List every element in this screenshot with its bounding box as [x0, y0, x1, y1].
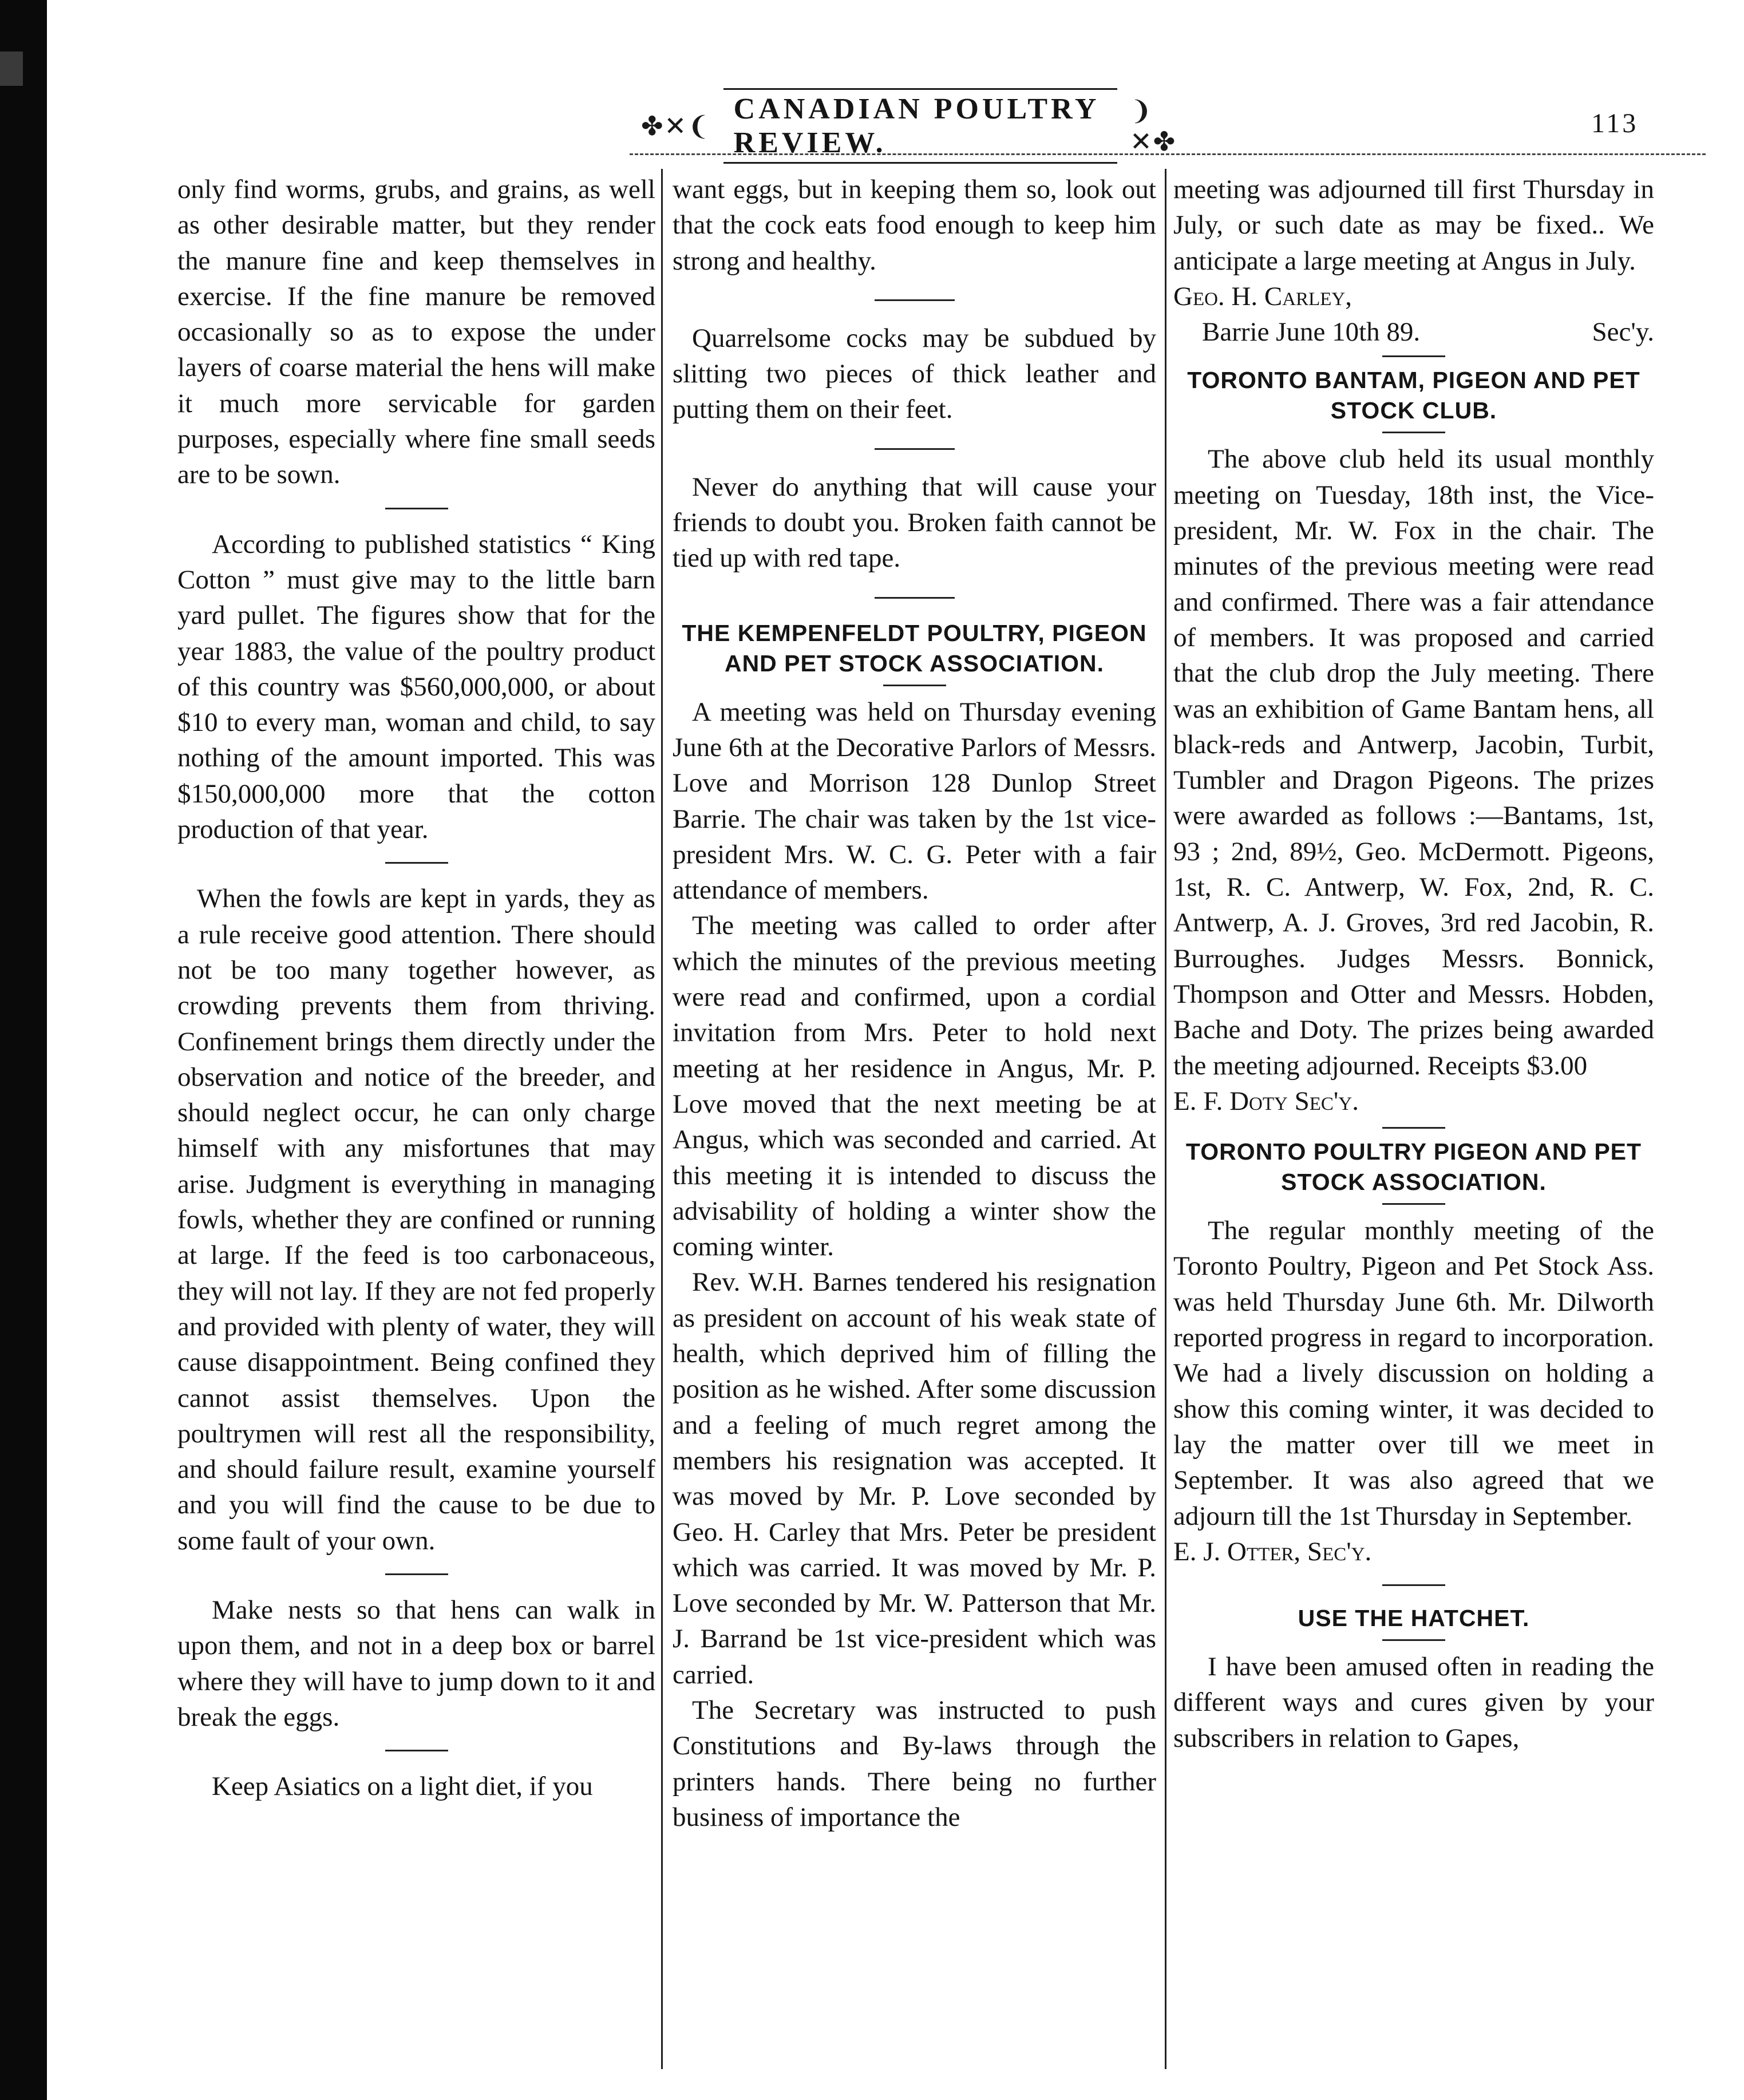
column-3 — [1173, 172, 1654, 2072]
separator-rule — [385, 1750, 448, 1751]
masthead — [641, 93, 1179, 159]
separator-rule — [385, 862, 448, 864]
column-2 — [673, 172, 1156, 2072]
paragraph: Make nests so that hens can walk in upon them, and not in a deep box or barrel where they will have to jump down to it and break the eggs. — [177, 1595, 655, 1732]
separator-rule — [1382, 432, 1445, 433]
section-heading: TORONTO BANTAM, PIGEON AND PET STOCK CLUB. — [1187, 367, 1640, 424]
separator-rule — [385, 508, 448, 509]
header-rule — [630, 153, 1706, 155]
paragraph: The meeting was called to order after which the minutes of the previous meeting were read and confirmed, upon a cordial invitation from Mrs. Peter to hold next meeting at her residence in Angus, Mr. P. Love moved that the next meeting be at Angus, which was seconded and carried. At this meeting it is intended to discuss the advisability of holding a winter show the coming winter. — [673, 911, 1156, 1262]
section-heading: TORONTO POULTRY PIGEON AND PET STOCK ASSOCIATION. — [1185, 1138, 1642, 1196]
paragraph: I have been amused often in reading the different ways and cures given by your subscribers in relation to Gapes, — [1173, 1652, 1654, 1753]
separator-rule — [1382, 1203, 1445, 1205]
signature-place-date: Barrie June 10th 89. — [1202, 317, 1421, 347]
paragraph: A meeting was held on Thursday evening June 6th at the Decorative Parlors of Messrs. Love and Morrison 128 Dunlop Street Barrie. The chair was taken by the 1st vice-president Mrs. W. C. G. Peter with a fair attendance of members. — [673, 697, 1156, 905]
paragraph: The Secretary was instructed to push Constitutions and By-laws through the printers hands. There being no further business of importance the — [673, 1695, 1156, 1832]
section-heading: THE KEMPENFELDT POULTRY, PIGEON AND PET STOCK ASSOCIATION. — [682, 619, 1147, 677]
paragraph: Rev. W.H. Barnes tendered his resignation as president on account of his weak state of health, which deprived him of filling the position as he wished. After some discussion and a feeling of much regret among the members his resignation was accepted. It was moved by Mr. P. Love seconded by Geo. H. Carley that Mrs. Peter be president which was carried. It was moved by Mr. P. Love seconded by Mr. W. Patterson that Mr. J. Barrand be 1st vice-president which was carried. — [673, 1267, 1156, 1690]
paragraph: According to published statistics “ King Cotton ” must give may to the little barn yard pullet. The figures show that for the year 1883, the value of the poultry product of this country was $560,000,000, or about $10 to every man, woman and child, to say nothing of the amount imported. This was $150,000,000 more that the cotton production of that year. — [177, 529, 655, 845]
signature-name: Geo. H. Carley, — [1173, 281, 1352, 311]
masthead-title: CANADIAN POULTRY REVIEW. — [723, 88, 1117, 164]
ornament-left-icon: ✤✕❨ — [641, 112, 711, 141]
separator-rule — [883, 685, 946, 686]
separator-rule — [875, 597, 955, 599]
signature-line — [1173, 314, 1654, 350]
signature: E. F. Doty Sec'y. — [1173, 1086, 1359, 1116]
paragraph: When the fowls are kept in yards, they as a rule receive good attention. There should not be too many together however, as crowding prevents them from thriving. Confinement brings them directly under the observation and notice of the breeder, and should neglect occur, he can only charge himself with any misfortunes that may arise. Judgment is everything in managing fowls, whether they are confined or running at large. If the feed is too carbonaceous, they will not lay. If they are not fed properly and provided with plenty of water, they will cause disappointment. Being confined they cannot assist themselves. Upon the poultrymen will rest all the responsibility, and should failure result, examine yourself and you will find the cause to be due to some fault of your own. — [177, 884, 655, 1556]
separator-rule — [1382, 1584, 1445, 1586]
paragraph: meeting was adjourned till first Thursday in July, or such date as may be fixed.. We anticipate a large meeting at Angus in July. — [1173, 175, 1654, 276]
separator-rule — [1382, 1639, 1445, 1641]
signature-title: Sec'y. — [1592, 317, 1654, 347]
paragraph: Quarrelsome cocks may be subdued by slitting two pieces of thick leather and putting them on their feet. — [673, 323, 1156, 425]
page-binding-edge — [0, 0, 47, 2100]
paragraph: only find worms, grubs, and grains, as well as other desirable matter, but they render the manure fine and keep themselves in exercise. If the fine manure be removed occasionally so as to expose the under layers of coarse material the hens will make it much more servicable for garden purposes, especially where fine small seeds are to be sown. — [177, 175, 655, 490]
separator-rule — [1382, 355, 1445, 357]
paragraph: Never do anything that will cause your friends to doubt you. Broken faith cannot be tied up with red tape. — [673, 472, 1156, 574]
column-1 — [177, 172, 655, 2072]
column-divider-1 — [661, 169, 663, 2069]
separator-rule — [1382, 1127, 1445, 1129]
separator-rule — [385, 1573, 448, 1575]
ornament-right-icon: ❩✕✤ — [1130, 96, 1177, 156]
separator-rule — [875, 299, 955, 301]
paragraph: Keep Asiatics on a light diet, if you — [212, 1771, 593, 1802]
paragraph: The regular monthly meeting of the Toronto Poultry, Pigeon and Pet Stock Ass. was held Thursday June 6th. Mr. Dilworth reported progress in regard to incorporation. We had a lively discussion on holding a show this coming winter, it was decided to lay the matter over till we meet in September. It was also agreed that we adjourn till the 1st Thursday in September. — [1173, 1216, 1654, 1531]
signature: E. J. Otter, Sec'y. — [1173, 1536, 1372, 1567]
section-heading: USE THE HATCHET. — [1298, 1605, 1530, 1632]
page-number: 113 — [1591, 108, 1639, 139]
paragraph: The above club held its usual monthly meeting on Tuesday, 18th inst, the Vice-president, Mr. W. Fox in the chair. The minutes of the previous meeting were read and confirmed. There was a fair attendance of members. It was proposed and carried that the club drop the July meeting. There was an exhibition of Game Bantam hens, all black-reds and Antwerp, Jacobin, Turbit, Tumbler and Dragon Pigeons. The prizes were awarded as follows :—Bantams, 1st, 93 ; 2nd, 89½, Geo. McDermott. Pigeons, 1st, R. C. Antwerp, W. Fox, 2nd, R. C. Antwerp, A. J. Groves, 3rd red Jacobin, R. Burroughes. Judges Messrs. Bonnick, Thompson and Otter and Messrs. Hobden, Bache and Doty. The prizes being awarded the meeting adjourned. Receipts $3.00 — [1173, 444, 1654, 1081]
paragraph: want eggs, but in keeping them so, look out that the cock eats food enough to keep him strong and healthy. — [673, 175, 1156, 276]
column-divider-2 — [1165, 169, 1166, 2069]
binding-notch — [0, 52, 23, 86]
separator-rule — [875, 448, 955, 450]
